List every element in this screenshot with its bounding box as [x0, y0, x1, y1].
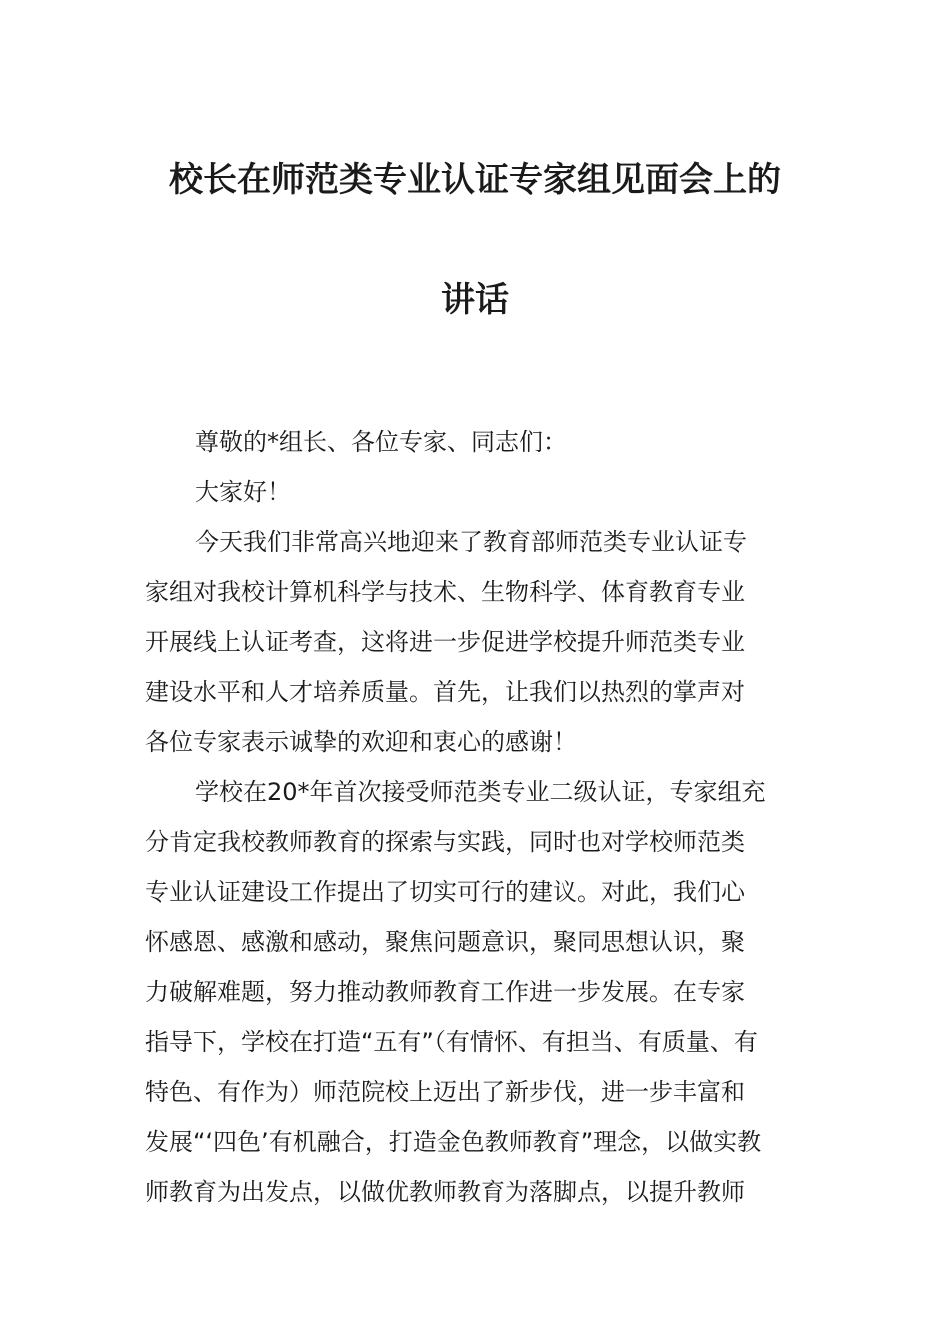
body-line: 怀感恩、感激和感动，聚焦问题意识，聚同思想认识，聚	[145, 928, 745, 956]
body-line: 特色、有作为）师范院校上迈出了新步伐，进一步丰富和	[145, 1078, 745, 1106]
body-line: 建设水平和人才培养质量。首先，让我们以热烈的掌声对	[145, 678, 745, 706]
body-line: 分肯定我校教师教育的探索与实践，同时也对学校师范类	[145, 828, 745, 856]
body-line: 尊敬的*组长、各位专家、同志们：	[195, 428, 567, 456]
body-line: 专业认证建设工作提出了切实可行的建议。对此，我们心	[145, 878, 745, 906]
title-line-2: 讲话	[441, 280, 509, 320]
body-line: 学校在20*年首次接受师范类专业二级认证，专家组充	[195, 778, 766, 806]
body-line: 师教育为出发点，以做优教师教育为落脚点，以提升教师	[145, 1178, 745, 1206]
body-line: 发展“‘四色’有机融合，打造金色教师教育”理念，以做实教	[145, 1128, 762, 1156]
body-line: 力破解难题，努力推动教师教育工作进一步发展。在专家	[145, 978, 745, 1006]
body-line: 指导下，学校在打造“五有”（有情怀、有担当、有质量、有	[145, 1028, 758, 1056]
body-line: 开展线上认证考查，这将进一步促进学校提升师范类专业	[145, 628, 745, 656]
document-body	[145, 417, 807, 1217]
body-line: 各位专家表示诚挚的欢迎和衷心的感谢！	[145, 728, 577, 756]
body-line: 大家好！	[195, 478, 291, 506]
body-line: 今天我们非常高兴地迎来了教育部师范类专业认证专	[195, 528, 747, 556]
title-line-1: 校长在师范类专业认证专家组见面会上的	[169, 160, 781, 200]
body-line: 家组对我校计算机科学与技术、生物科学、体育教育专业	[145, 578, 745, 606]
